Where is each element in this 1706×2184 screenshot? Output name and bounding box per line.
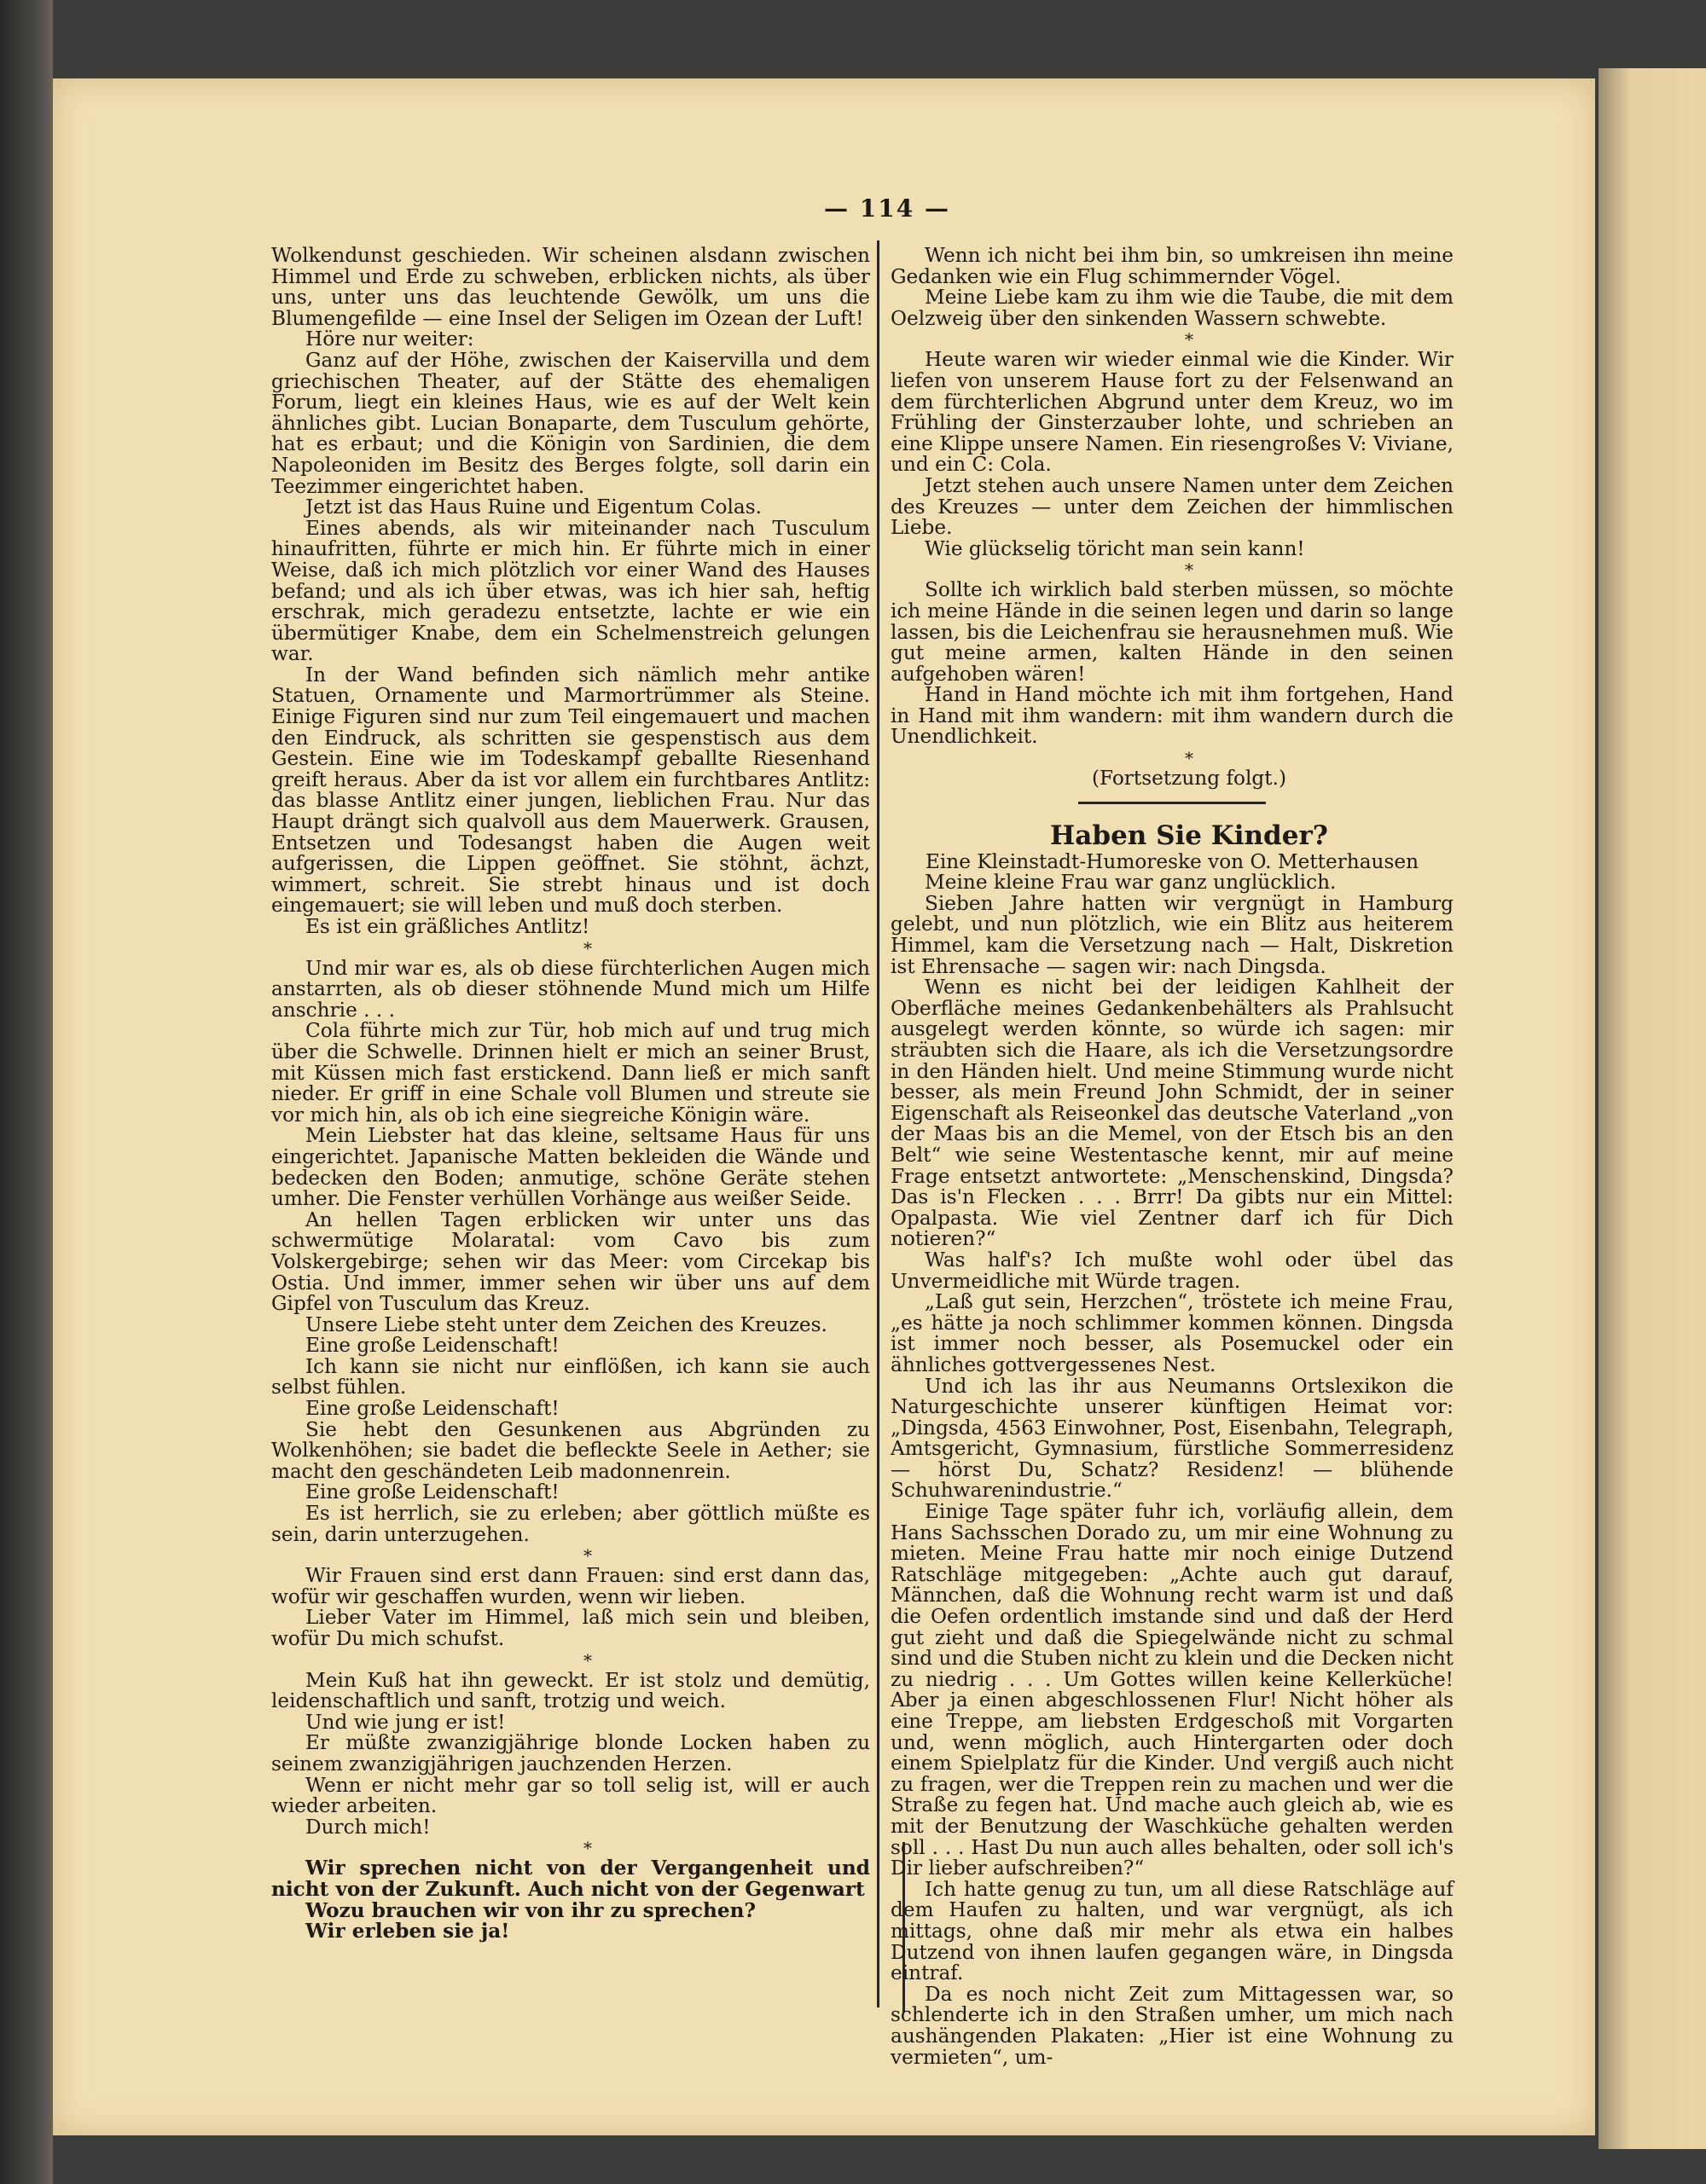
paragraph: Jetzt stehen auch unsere Namen unter dem Zeichen des Kreuzes — unter dem Zeichen der himmlischen Liebe. bbox=[891, 473, 1454, 540]
paragraph: In der Wand befinden sich nämlich mehr antike Statuen, Ornamente und Marmortrümmer als Steine. Einige Figuren sind nur zum Teil eingemauert und machen den Eindruck, als schritten sie gespenstisch aus dem Gestein. Eine wie im Todeskampf geballte Riesenhand greift heraus. Aber da ist vor allem ein furchtbares Antlitz: das blasse Antlitz einer jungen, lieblichen Frau. Nur das Haupt drängt sich qualvoll aus dem Mauerwerk. Grausen, Entsetzen und Todesangst haben die Augen weit aufgerissen, die Lippen geöffnet. Sie stöhnt, ächzt, wimmert, schreit. Sie strebt hinaus und ist doch eingemauert; sie will leben und muß doch sterben. bbox=[271, 663, 870, 918]
paragraph: Durch mich! bbox=[305, 1815, 431, 1839]
right-column bbox=[891, 244, 1454, 2069]
paragraph: Und wie jung er ist! bbox=[305, 1710, 506, 1734]
story-paragraph: Da es noch nicht Zeit zum Mittagessen war, so schlenderte ich in den Straßen umher, um mich nach aushängenden Plakaten: „Hier ist eine Wohnung zu vermieten“, um- bbox=[891, 1982, 1454, 2069]
paragraph: Wie glückselig töricht man sein kann! bbox=[925, 536, 1305, 560]
story-body bbox=[891, 872, 1454, 2068]
paragraph: Meine Liebe kam zu ihm wie die Taube, die mit dem Oelzweig über den sinkenden Wassern schwebte. bbox=[891, 286, 1454, 330]
story-paragraph: Meine kleine Frau war ganz unglücklich. bbox=[925, 871, 1337, 895]
paragraph: Wir sprechen nicht von der Vergangenheit und nicht von der Zukunft. Auch nicht von der Gegenwart bbox=[271, 1857, 870, 1901]
paragraph: An hellen Tagen erblicken wir unter uns das schwermütige Molaratal: vom Cavo bis zum Volskergebirge; sehen wir das Meer: vom Circekap bis Ostia. Und immer, immer sehen wir über uns auf dem Gipfel von Tusculum das Kreuz. bbox=[271, 1208, 870, 1316]
story-paragraph: Wenn es nicht bei der leidigen Kahlheit der Oberfläche meines Gedankenbehälters als Prahlsucht ausgelegt werden könnte, so würde ich sagen: mir sträubten sich die Haare, als ich die Versetzungsordre in den Händen hielt. Und meine Stimmung wurde nicht besser, als mein Freund John Schmidt, der in seiner Eigenschaft als Reiseonkel das deutsche Vaterland „von der Maas bis an die Memel, von der Etsch bis an den Belt“ wie seine Westentasche kennt, mir auf meine Frage entsetzt antwortete: „Menschenskind, Dingsda? Das is'n Flecken . . . Brrr! Da gibts nur ein Mittel: Opalpasta. Wie viel Zentner darf ich für Dich notieren?“ bbox=[891, 976, 1454, 1251]
paragraph: Sollte ich wirklich bald sterben müssen, so möchte ich meine Hände in die seinen legen und darin so lange lassen, bis die Leichenfrau sie herausnehmen muß. Wie gut meine armen, kalten Hände in den seinen aufgehoben wären! bbox=[891, 578, 1454, 686]
paragraph: Wolkendunst geschieden. Wir scheinen alsdann zwischen Himmel und Erde zu schweben, erblicken nichts, als über uns, unter uns das leuchtende Gewölk, um uns die Blumengefilde — eine Insel der Seligen im Ozean der Luft! bbox=[271, 244, 870, 330]
paragraph: Wir Frauen sind erst dann Frauen: sind erst dann das, wofür wir geschaffen wurden, wenn wir lieben. bbox=[271, 1564, 870, 1608]
paragraph: Und mir war es, als ob diese fürchterlichen Augen mich anstarrten, als ob dieser stöhnende Mund mich um Hilfe anschrie . . . bbox=[271, 956, 870, 1022]
page-number: — 114 — bbox=[824, 194, 950, 223]
paragraph: Eine große Leidenschaft! bbox=[305, 1397, 560, 1421]
paragraph: Es ist herrlich, sie zu erleben; aber göttlich müßte es sein, darin unterzugehen. bbox=[271, 1502, 870, 1546]
paragraph: Heute waren wir wieder einmal wie die Kinder. Wir liefen von unserem Hause fort zu der Felsenwand an dem fürchterlichen Abgrund unter dem Kreuz, wo im Frühling der Ginsterzauber lohte, und schrieben an eine Klippe unsere Namen. Ein riesengroßes V: Viviane, und ein C: Cola. bbox=[891, 348, 1454, 477]
paragraph: Hand in Hand möchte ich mit ihm fortgehen, Hand in Hand mit ihm wandern: mit ihm wandern durch die Unendlichkeit. bbox=[891, 683, 1454, 749]
story-title: Haben Sie Kinder? bbox=[1050, 820, 1328, 851]
section-separator: * bbox=[583, 937, 592, 959]
paragraph: Eine große Leidenschaft! bbox=[305, 1480, 560, 1504]
paragraph: Ganz auf der Höhe, zwischen der Kaiservilla und dem griechischen Theater, auf der Stätte des ehemaligen Forum, liegt ein kleines Haus, wie es auf der Welt kein ähnliches gibt. Lucian Bonaparte, dem Tusculum gehörte, hat es erbaut; und die Königin von Sardinien, die dem Napoleoniden im Besitz des Berges folgte, soll darin ein Teezimmer eingerichtet haben. bbox=[271, 348, 870, 498]
paragraph: Er müßte zwanzigjährige blonde Locken haben zu seinem zwanzigjährigen jauchzenden Herzen. bbox=[271, 1731, 870, 1776]
paragraph: Ich kann sie nicht nur einflößen, ich kann sie auch selbst fühlen. bbox=[271, 1354, 870, 1399]
paragraph: Sie hebt den Gesunkenen aus Abgründen zu Wolkenhöhen; sie badet die befleckte Seele in Aether; sie macht den geschändeten Leib madonnenrein. bbox=[271, 1417, 870, 1483]
column-divider bbox=[877, 240, 879, 2007]
section-separator: * bbox=[1185, 559, 1193, 581]
story-paragraph: Was half's? Ich mußte wohl oder übel das Unvermeidliche mit Würde tragen. bbox=[891, 1248, 1454, 1293]
scan-left-edge bbox=[0, 0, 53, 2184]
adjacent-page-edge bbox=[1599, 68, 1706, 2149]
paragraph: Eines abends, als wir miteinander nach Tusculum hinaufritten, führte er mich hin. Er führte mich in einer Weise, daß ich mich plötzlich vor einer Wand des Hauses befand; und als ich über etwas, was ich hier sah, heftig erschrak, mich geradezu entsetzte, lachte er wie ein übermütiger Knabe, dem ein Schelmenstreich gelungen war. bbox=[271, 516, 870, 666]
paragraph: Cola führte mich zur Tür, hob mich auf und trug mich über die Schwelle. Drinnen hielt er mich an seiner Brust, mit Küssen mich fast erstickend. Dann ließ er mich sanft nieder. Er griff in eine Schale voll Blumen und streute sie vor mich hin, als ob ich eine siegreiche Königin wäre. bbox=[271, 1019, 870, 1127]
paragraph: Mein Liebster hat das kleine, seltsame Haus für uns eingerichtet. Japanische Matten bekleiden die Wände und bedecken den Boden; anmutige, schöne Geräte stehen umher. Die Fenster verhüllen Vorhänge aus weißer Seide. bbox=[271, 1124, 870, 1211]
continuation-note: (Fortsetzung folgt.) bbox=[1091, 767, 1286, 791]
section-separator: * bbox=[1185, 748, 1193, 769]
paragraph: Jetzt ist das Haus Ruine und Eigentum Colas. bbox=[305, 495, 763, 519]
right-column-diary bbox=[891, 246, 1454, 768]
paragraph: Wozu brauchen wir von ihr zu sprechen? bbox=[305, 1898, 757, 1922]
story-paragraph: „Laß gut sein, Herzchen“, tröstete ich meine Frau, „es hätte ja noch schlimmer kommen können. Dingsda ist immer noch besser, als Posemuckel oder ein ähnliches gottvergessenes Nest. bbox=[891, 1290, 1454, 1376]
story-paragraph: Einige Tage später fuhr ich, vorläufig allein, dem Hans Sachsschen Dorado zu, um mir eine Wohnung zu mieten. Meine Frau hatte mir noch einige Dutzend Ratschläge mitgegeben: „Achte auch gut darauf, Männchen, daß die Wohnung recht warm ist und daß die Oefen ordentlich imstande sind und daß der Herd gut zieht und daß die Spiegelwände nicht zu schmal sind und die Stuben nicht zu klein und die Decken nicht zu niedrig . . . Um Gottes willen keine Kellerküche! Aber ja einen abgeschlossenen Flur! Nicht höher als eine Treppe, am liebsten Erdgeschoß mit Vorgarten und, wenn möglich, auch Hintergarten oder doch einem Spielplatz für die Kinder. Und vergiß auch nicht zu fragen, wer die Treppen rein zu machen und wer die Straße zu fegen hat. Und mache auch gleich ab, wie es mit der Benutzung der Waschküche gehalten werden soll . . . Hast Du nun auch alles behalten, oder soll ich's Dir lieber aufschreiben?“ bbox=[891, 1500, 1454, 1880]
paragraph: Wir erleben sie ja! bbox=[305, 1920, 510, 1944]
story-byline: Eine Kleinstadt-Humoreske von O. Metterhausen bbox=[925, 849, 1419, 873]
section-separator: * bbox=[583, 1545, 592, 1567]
story-paragraph: Sieben Jahre hatten wir vergnügt in Hamburg gelebt, und nun plötzlich, wie ein Blitz aus heiterem Himmel, kam die Versetzung nach — Halt, Diskretion ist Ehrensache — sagen wir: nach Dingsda. bbox=[891, 891, 1454, 978]
paragraph: Wenn er nicht mehr gar so toll selig ist, will er auch wieder arbeiten. bbox=[271, 1773, 870, 1818]
paragraph: Es ist ein gräßliches Antlitz! bbox=[305, 915, 590, 938]
paragraph: Eine große Leidenschaft! bbox=[305, 1334, 560, 1358]
section-separator: * bbox=[583, 1838, 592, 1859]
paragraph: Unsere Liebe steht unter dem Zeichen des Kreuzes. bbox=[305, 1312, 827, 1336]
story-paragraph: Und ich las ihr aus Neumanns Ortslexikon die Naturgeschichte unserer künftigen Heimat vor: „Dingsda, 4563 Einwohner, Post, Eisenbahn, Telegraph, Amtsgericht, Gymnasium, fürstliche Sommerresidenz — hörst Du, Schatz? Residenz! — blühende Schuhwarenindustrie.“ bbox=[891, 1374, 1454, 1503]
section-separator: * bbox=[583, 1649, 592, 1671]
paragraph: Lieber Vater im Himmel, laß mich sein und bleiben, wofür Du mich schufst. bbox=[271, 1606, 870, 1650]
story-paragraph: Ich hatte genug zu tun, um all diese Ratschläge auf dem Haufen zu halten, und war vergnügt, als ich mittags, ohne daß mir mehr als etwa ein halbes Dutzend von ihnen laufen gegangen wäre, in Dingsda eintraf. bbox=[891, 1877, 1454, 1985]
paragraph: Höre nur weiter: bbox=[305, 327, 474, 351]
section-separator: * bbox=[1185, 329, 1193, 350]
paragraph: Wenn ich nicht bei ihm bin, so umkreisen ihn meine Gedanken wie ein Flug schimmernder Vögel. bbox=[891, 244, 1454, 288]
paragraph: Mein Kuß hat ihn geweckt. Er ist stolz und demütig, leidenschaftlich und sanft, trotzig und weich. bbox=[271, 1668, 870, 1713]
section-rule bbox=[1078, 802, 1266, 804]
left-column bbox=[271, 246, 870, 2016]
